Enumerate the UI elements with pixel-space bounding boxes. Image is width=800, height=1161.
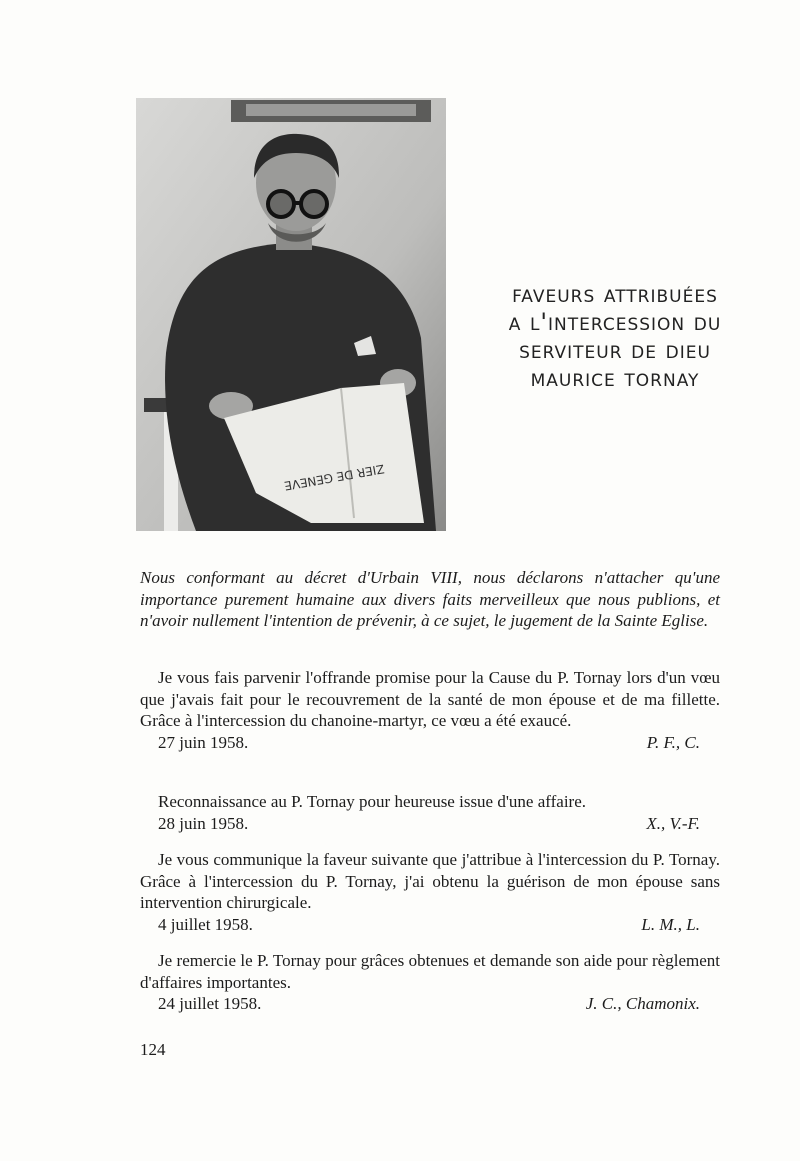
entry-signature: X., V.-F.	[646, 813, 700, 833]
entry-signature: P. F., C.	[646, 732, 700, 752]
entry-4	[140, 950, 720, 1015]
entry-date: 28 juin 1958.	[158, 813, 249, 833]
portrait-illustration	[136, 98, 446, 531]
entry-date: 24 juillet 1958.	[158, 994, 262, 1013]
entry-signature-line	[140, 732, 720, 754]
entry-text: Je vous fais parvenir l'offrande promise pour la Cause du P. Tornay lors d'un vœu que j'avais fait pour le recouvrement de la santé de mon épouse et de ma fillette. Grâce à l'intercession du chanoine-martyr, ce vœu a été exaucé.	[140, 668, 720, 730]
newspaper-title: ZIER DE GENEVE	[283, 461, 386, 493]
entry-signature-line	[140, 813, 720, 835]
heading-line: faveurs attribuées	[512, 280, 718, 308]
entry-signature-line	[140, 993, 720, 1015]
disclaimer-paragraph: Nous conformant au décret d'Urbain VIII, nous déclarons n'attacher qu'une importance purement humaine aux divers faits merveilleux que nous publions, et n'avoir nullement l'intention de prévenir, à ce sujet, le jugement de la Sainte Eglise.	[140, 568, 720, 630]
entry-signature: J. C., Chamonix.	[585, 994, 700, 1013]
heading-line: maurice tornay	[530, 364, 700, 392]
entry-2	[140, 791, 720, 834]
entry-date: 4 juillet 1958.	[158, 914, 253, 934]
entry-signature-line	[140, 914, 720, 936]
page-number: 124	[140, 1040, 166, 1059]
entry-text: Reconnaissance au P. Tornay pour heureuse issue d'une affaire.	[158, 792, 586, 811]
portrait-photo	[136, 98, 446, 531]
entry-text: Je vous communique la faveur suivante que j'attribue à l'intercession du P. Tornay. Grâce à l'intercession du P. Tornay, j'ai obtenu la guérison de mon épouse sans intervention chirurgicale.	[140, 850, 720, 912]
entry-1	[140, 667, 720, 753]
entry-signature: L. M., L.	[641, 914, 700, 934]
entry-date: 27 juin 1958.	[158, 732, 249, 752]
heading-line: serviteur de dieu	[519, 336, 711, 364]
page-heading	[470, 280, 760, 392]
entry-text: Je remercie le P. Tornay pour grâces obtenues et demande son aide pour règlement d'affaires importantes.	[140, 951, 720, 992]
entry-3	[140, 849, 720, 935]
heading-line: a l'intercession du	[508, 308, 722, 336]
